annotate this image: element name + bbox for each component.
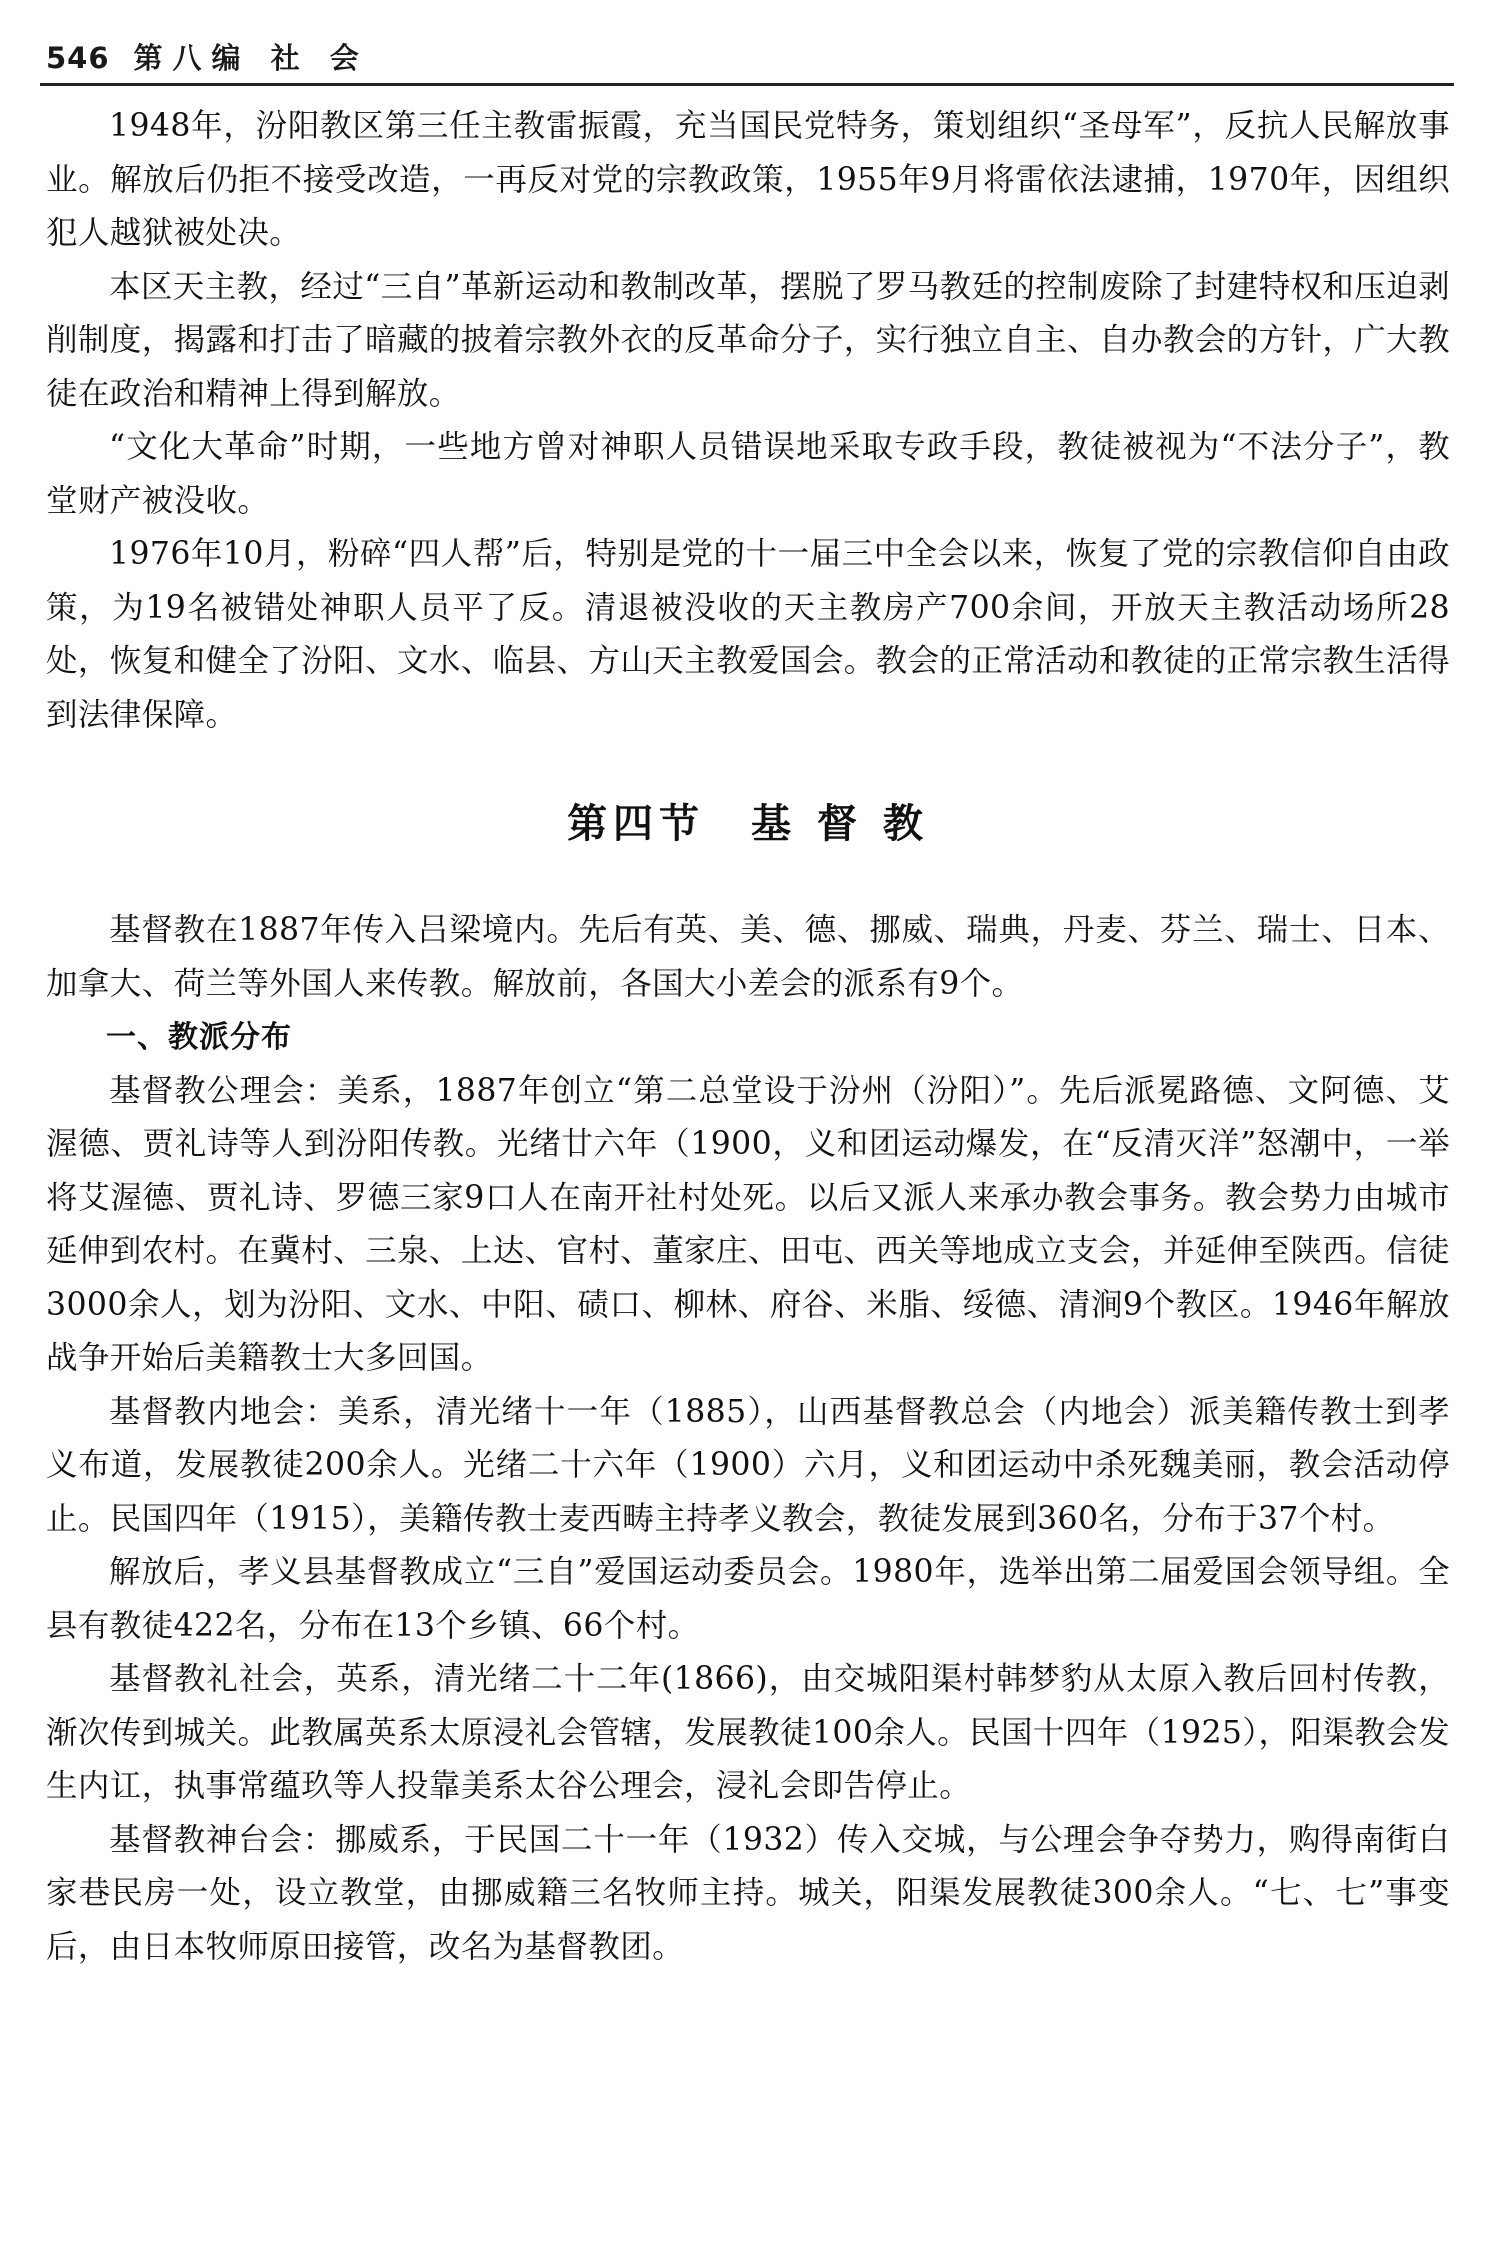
paragraph: 1976年10月，粉碎“四人帮”后，特别是党的十一届三中全会以来，恢复了党的宗教信仰自由政策，为19名被错处神职人员平了反。清退被没收的天主教房产700余间，开放天主教活动场所28处，恢复和健全了汾阳、文水、临县、方山天主教爱国会。教会的正常活动和教徒的正常宗教生活得到法律保障。 bbox=[46, 536, 1450, 733]
running-head bbox=[46, 36, 369, 80]
running-head-section-label: 第八编 社 会 bbox=[133, 41, 369, 75]
body-text bbox=[46, 100, 1450, 1974]
paragraph: “文化大革命”时期，一些地方曾对神职人员错误地采取专政手段，教徒被视为“不法分子”，教堂财产被没收。 bbox=[46, 429, 1450, 519]
paragraph: 基督教神台会：挪威系，于民国二十一年（1932）传入交城，与公理会争夺势力，购得南街白家巷民房一处，设立教堂，由挪威籍三名牧师主持。城关，阳渠发展教徒300余人。“七、七”事变后，由日本牧师原田接管，改名为基督教团。 bbox=[46, 1821, 1450, 1965]
paragraph: 解放后，孝义县基督教成立“三自”爱国运动委员会。1980年，选举出第二届爱国会领导组。全县有教徒422名，分布在13个乡镇、66个村。 bbox=[46, 1554, 1450, 1644]
paragraph: 本区天主教，经过“三自”革新运动和教制改革，摆脱了罗马教廷的控制废除了封建特权和压迫剥削制度，揭露和打击了暗藏的披着宗教外衣的反革命分子，实行独立自主、自办教会的方针，广大教徒在政治和精神上得到解放。 bbox=[46, 268, 1450, 412]
subheading: 一、教派分布 bbox=[106, 1020, 292, 1055]
paragraph: 基督教礼社会，英系，清光绪二十二年(1866)，由交城阳渠村韩梦豹从太原入教后回村传教，渐次传到城关。此教属英系太原浸礼会管辖，发展教徒100余人。民国十四年（1925），阳渠教会发生内讧，执事常蕴玖等人投靠美系太谷公理会，浸礼会即告停止。 bbox=[46, 1661, 1450, 1804]
paragraph: 基督教内地会：美系，清光绪十一年（1885），山西基督教总会（内地会）派美籍传教士到孝义布道，发展教徒200余人。光绪二十六年（1900）六月，义和团运动中杀死魏美丽，教会活动停止。民国四年（1915），美籍传教士麦西畴主持孝义教会，教徒发展到360名，分布于37个村。 bbox=[46, 1393, 1450, 1537]
intro-paragraph: 基督教在1887年传入吕梁境内。先后有英、美、德、挪威、瑞典，丹麦、芬兰、瑞士、日本、加拿大、荷兰等外国人来传教。解放前，各国大小差会的派系有9个。 bbox=[46, 912, 1450, 1002]
section-title: 第四节 基 督 教 bbox=[567, 801, 929, 847]
paragraph: 基督教公理会：美系，1887年创立“第二总堂设于汾州（汾阳）”。先后派冕路德、文阿德、艾渥德、贾礼诗等人到汾阳传教。光绪廿六年（1900，义和团运动爆发，在“反清灭洋”怒潮中，一举将艾渥德、贾礼诗、罗德三家9口人在南开社村处死。以后又派人来承办教会事务。教会势力由城市延伸到农村。在冀村、三泉、上达、官村、董家庄、田屯、西关等地成立支会，并延伸至陕西。信徒3000余人，划为汾阳、文水、中阳、碛口、柳林、府谷、米脂、绥德、清涧9个教区。1946年解放战争开始后美籍教士大多回国。 bbox=[46, 1072, 1450, 1376]
header-rule bbox=[40, 83, 1454, 86]
paragraph: 1948年，汾阳教区第三任主教雷振霞，充当国民党特务，策划组织“圣母军”，反抗人民解放事业。解放后仍拒不接受改造，一再反对党的宗教政策，1955年9月将雷依法逮捕，1970年，因组织犯人越狱被处决。 bbox=[46, 108, 1450, 251]
page-number: 546 bbox=[46, 41, 110, 75]
